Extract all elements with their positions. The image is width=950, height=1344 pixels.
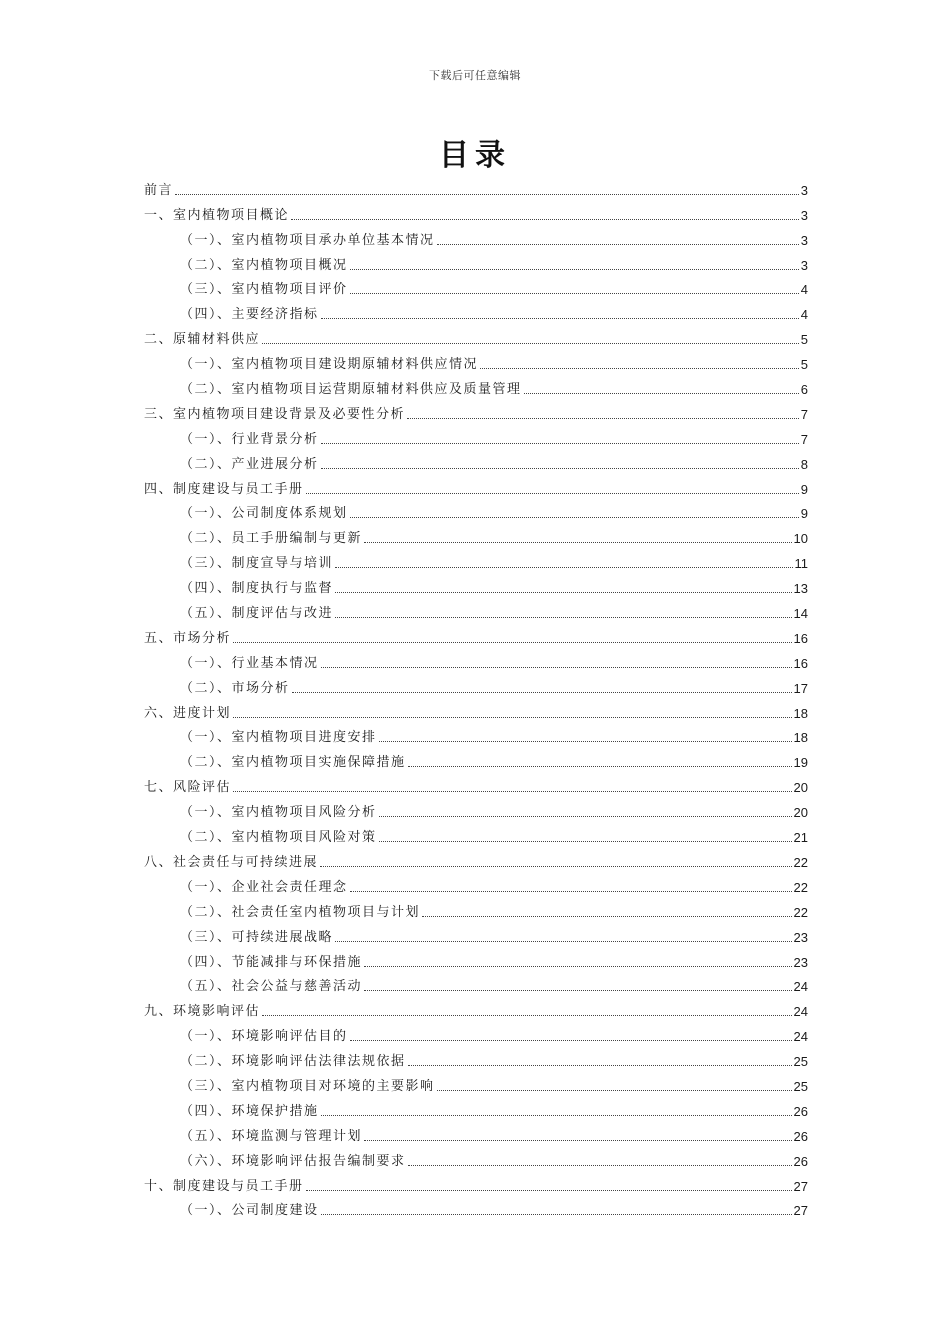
toc-entry-page-number: 4 [800,282,808,298]
toc-entry-title: 二、原辅材料供应 [144,332,261,348]
toc-leader-dots [379,841,792,842]
toc-entry-page-number: 7 [800,406,808,422]
toc-entry[interactable] [144,898,808,923]
toc-entry[interactable] [144,1197,808,1222]
toc-leader-dots [233,717,792,718]
toc-leader-dots [350,293,799,294]
toc-leader-dots [321,1115,792,1116]
toc-entry-title: 一、室内植物项目概论 [144,207,290,223]
toc-leader-dots [422,916,792,917]
toc-leader-dots [335,617,792,618]
toc-entry-page-number: 6 [800,382,808,398]
toc-entry[interactable] [144,973,808,998]
toc-leader-dots [407,418,799,419]
toc-entry-page-number: 24 [793,1029,808,1045]
toc-entry-page-number: 9 [800,506,808,522]
header-note: 下载后可任意编辑 [429,69,521,82]
toc-entry[interactable] [144,724,808,749]
toc-entry-title: 九、环境影响评估 [144,1004,261,1020]
toc-entry-title: 六、进度计划 [144,705,232,721]
toc-entry-title: （一）、行业背景分析 [180,431,319,447]
toc-entry-page-number: 3 [800,182,808,198]
toc-entry[interactable] [144,500,808,525]
toc-entry-title: （四）、主要经济指标 [180,307,319,323]
toc-leader-dots [408,1065,792,1066]
toc-leader-dots [321,443,799,444]
toc-leader-dots [379,741,792,742]
toc-entry-title: 八、社会责任与可持续进展 [144,854,319,870]
toc-entry-page-number: 24 [793,1004,808,1020]
toc-entry-page-number: 21 [793,830,808,846]
toc-entry-title: （六）、环境影响评估报告编制要求 [180,1153,406,1169]
toc-leader-dots [350,1040,792,1041]
toc-entry-title: （二）、室内植物项目概况 [180,257,348,273]
toc-entry-title: （一）、企业社会责任理念 [180,879,348,895]
toc-entry[interactable] [144,475,808,500]
toc-leader-dots [233,642,792,643]
toc-entry-page-number: 22 [793,854,808,870]
toc-entry-page-number: 25 [793,1078,808,1094]
toc-entry[interactable] [144,1072,808,1097]
toc-entry[interactable] [144,1122,808,1147]
toc-entry[interactable] [144,1097,808,1122]
toc-leader-dots [437,244,799,245]
toc-leader-dots [262,1015,792,1016]
toc-entry[interactable] [144,251,808,276]
toc-entry[interactable] [144,674,808,699]
toc-entry-page-number: 7 [800,431,808,447]
toc-leader-dots [524,393,799,394]
toc-leader-dots [233,791,792,792]
page-title: 目录 [439,138,511,173]
toc-entry-title: （二）、室内植物项目风险对策 [180,830,377,846]
toc-leader-dots [320,866,792,867]
toc-entry[interactable] [144,300,808,325]
toc-leader-dots [306,1190,792,1191]
toc-leader-dots [306,493,799,494]
toc-entry-page-number: 20 [793,780,808,796]
toc-entry[interactable] [144,574,808,599]
toc-entry-title: （二）、社会责任室内植物项目与计划 [180,904,421,920]
toc-leader-dots [364,542,792,543]
toc-entry[interactable] [144,276,808,301]
toc-entry-page-number: 23 [793,929,808,945]
toc-entry[interactable] [144,400,808,425]
toc-entry[interactable] [144,923,808,948]
toc-entry-page-number: 18 [793,730,808,746]
toc-entry-title: （四）、节能减排与环保措施 [180,954,363,970]
table-of-contents [144,176,808,1221]
toc-leader-dots [350,517,799,518]
toc-entry[interactable] [144,450,808,475]
toc-leader-dots [437,1090,792,1091]
toc-entry-title: （一）、公司制度体系规划 [180,506,348,522]
toc-entry-title: 五、市场分析 [144,630,232,646]
toc-entry[interactable] [144,524,808,549]
toc-entry[interactable] [144,226,808,251]
toc-entry-title: （二）、室内植物项目运营期原辅材料供应及质量管理 [180,382,522,398]
toc-entry-page-number: 19 [793,755,808,771]
toc-entry-page-number: 26 [793,1103,808,1119]
toc-leader-dots [350,891,792,892]
toc-leader-dots [321,667,792,668]
toc-entry-page-number: 11 [794,556,808,572]
toc-entry-page-number: 14 [793,606,808,622]
toc-entry-title: （二）、市场分析 [180,680,290,696]
toc-leader-dots [364,990,792,991]
toc-entry-page-number: 24 [793,979,808,995]
toc-entry-title: （四）、制度执行与监督 [180,581,334,597]
toc-entry-title: （一）、公司制度建设 [180,1203,319,1219]
toc-leader-dots [321,468,799,469]
toc-entry-page-number: 3 [800,207,808,223]
toc-entry-page-number: 9 [800,481,808,497]
toc-entry[interactable] [144,1022,808,1047]
toc-entry[interactable] [144,176,808,201]
toc-entry-page-number: 26 [793,1153,808,1169]
toc-entry-page-number: 27 [793,1203,808,1219]
toc-entry[interactable] [144,549,808,574]
toc-entry-title: （一）、室内植物项目建设期原辅材料供应情况 [180,357,479,373]
toc-entry-title: （五）、环境监测与管理计划 [180,1128,363,1144]
toc-entry[interactable] [144,699,808,724]
toc-entry-page-number: 25 [793,1054,808,1070]
toc-entry-title: 前言 [144,182,174,198]
toc-entry-title: （三）、室内植物项目评价 [180,282,348,298]
toc-entry-page-number: 13 [793,581,808,597]
toc-entry[interactable] [144,425,808,450]
toc-entry-page-number: 5 [800,357,808,373]
toc-leader-dots [335,941,792,942]
toc-entry-title: 七、风险评估 [144,780,232,796]
toc-entry-page-number: 8 [800,456,808,472]
toc-leader-dots [321,318,799,319]
toc-entry[interactable] [144,624,808,649]
toc-entry[interactable] [144,773,808,798]
toc-entry[interactable] [144,1047,808,1072]
toc-entry[interactable] [144,201,808,226]
toc-entry-title: （一）、行业基本情况 [180,655,319,671]
toc-entry-page-number: 27 [793,1178,808,1194]
toc-entry-page-number: 5 [800,332,808,348]
toc-leader-dots [321,1214,792,1215]
toc-entry-page-number: 17 [793,680,808,696]
toc-entry-page-number: 26 [793,1128,808,1144]
toc-entry-page-number: 20 [793,805,808,821]
toc-leader-dots [364,966,792,967]
toc-entry[interactable] [144,873,808,898]
toc-entry[interactable] [144,375,808,400]
toc-leader-dots [262,343,799,344]
toc-entry[interactable] [144,948,808,973]
toc-entry[interactable] [144,1172,808,1197]
toc-entry[interactable] [144,325,808,350]
toc-entry-title: （二）、员工手册编制与更新 [180,531,363,547]
toc-leader-dots [292,692,792,693]
toc-entry-title: （二）、产业进展分析 [180,456,319,472]
toc-entry-title: （一）、室内植物项目进度安排 [180,730,377,746]
toc-entry-page-number: 23 [793,954,808,970]
toc-entry-page-number: 3 [800,232,808,248]
toc-leader-dots [408,766,792,767]
toc-leader-dots [335,592,792,593]
toc-entry[interactable] [144,997,808,1022]
toc-leader-dots [408,1165,792,1166]
toc-entry-page-number: 10 [793,531,808,547]
toc-entry-title: （二）、室内植物项目实施保障措施 [180,755,406,771]
toc-entry-title: （一）、环境影响评估目的 [180,1029,348,1045]
toc-leader-dots [335,567,792,568]
toc-entry[interactable] [144,1147,808,1172]
toc-entry-title: （一）、室内植物项目风险分析 [180,805,377,821]
toc-entry[interactable] [144,649,808,674]
toc-entry-page-number: 4 [800,307,808,323]
toc-entry-page-number: 22 [793,879,808,895]
toc-leader-dots [379,816,792,817]
toc-leader-dots [291,219,799,220]
toc-entry-page-number: 18 [793,705,808,721]
toc-entry-title: 三、室内植物项目建设背景及必要性分析 [144,406,406,422]
toc-leader-dots [480,368,799,369]
toc-entry[interactable] [144,350,808,375]
toc-entry-page-number: 3 [800,257,808,273]
toc-entry-title: （三）、可持续进展战略 [180,929,334,945]
toc-entry-title: （五）、社会公益与慈善活动 [180,979,363,995]
toc-entry[interactable] [144,798,808,823]
toc-entry-page-number: 22 [793,904,808,920]
toc-entry[interactable] [144,823,808,848]
toc-entry-title: 十、制度建设与员工手册 [144,1178,304,1194]
toc-entry-title: （四）、环境保护措施 [180,1103,319,1119]
toc-entry[interactable] [144,748,808,773]
toc-entry-page-number: 16 [793,655,808,671]
toc-entry-title: （三）、制度宣导与培训 [180,556,334,572]
toc-entry[interactable] [144,848,808,873]
toc-entry-title: （三）、室内植物项目对环境的主要影响 [180,1078,435,1094]
toc-entry[interactable] [144,599,808,624]
toc-leader-dots [350,269,799,270]
toc-entry-title: （五）、制度评估与改进 [180,606,334,622]
toc-leader-dots [364,1140,792,1141]
toc-leader-dots [175,194,799,195]
toc-entry-title: （一）、室内植物项目承办单位基本情况 [180,232,435,248]
toc-entry-page-number: 16 [793,630,808,646]
toc-entry-title: 四、制度建设与员工手册 [144,481,304,497]
toc-entry-title: （二）、环境影响评估法律法规依据 [180,1054,406,1070]
